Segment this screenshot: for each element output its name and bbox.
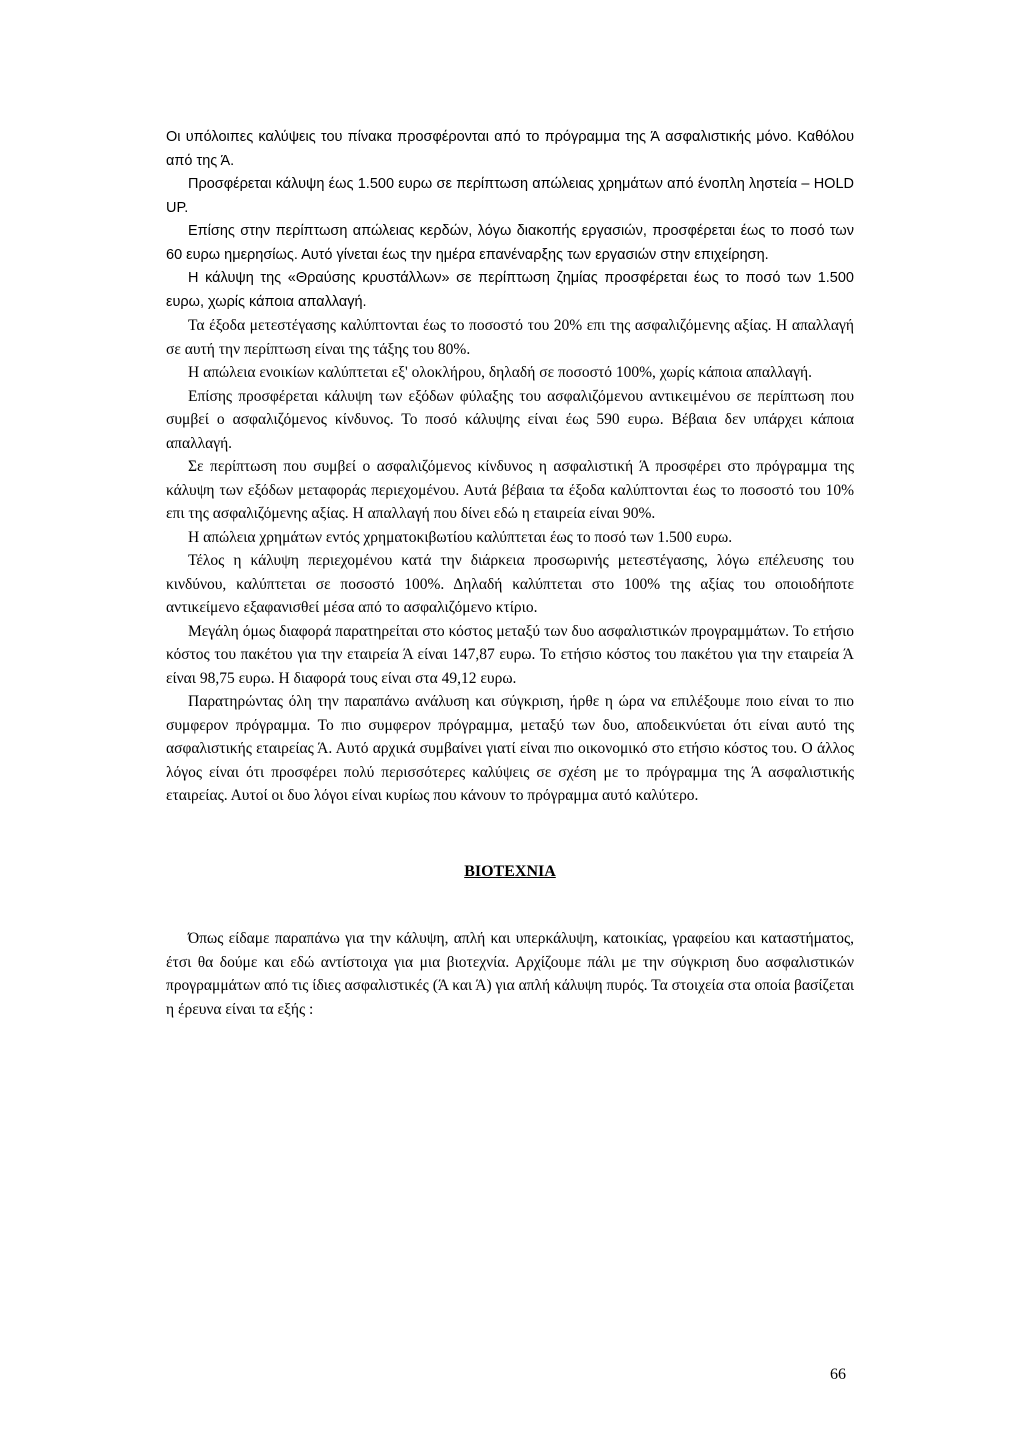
paragraph: Επίσης προσφέρεται κάλυψη των εξόδων φύλαξης του ασφαλιζόμενου αντικειμένου σε περίπτωση που συμβεί ο ασφαλιζόμενος κίνδυνος. Το ποσό κάλυψης είναι έως 590 ευρω. Βέβαια δεν υπάρχει κάποια απαλλαγή. — [166, 387, 854, 452]
paragraph: Παρατηρώντας όλη την παραπάνω ανάλυση και σύγκριση, ήρθε η ώρα να επιλέξουμε ποιο είναι το πιο συμφερον πρόγραμμα. Το πιο συμφερον πρόγραμμα, μεταξύ των δυο, αποδεικνύεται ότι είναι αυτό της ασφαλιστικής εταιρείας Ά. Αυτό αρχικά συμβαίνει γιατί είναι πιο οικονομικό στο ετήσιο κόστος του. Ο άλλος λόγος είναι ότι προσφέρει πολύ περισσότερες καλύψεις σε σχέση με το πρόγραμμα της Ά ασφαλιστικής εταιρείας. Αυτοί οι δυο λόγοι είναι κυρίως που κάνουν το πρόγραμμα αυτό καλύτερο. — [166, 693, 854, 804]
paragraph: Προσφέρεται κάλυψη έως 1.500 ευρω σε περίπτωση απώλειας χρημάτων από ένοπλη ληστεία – HOLD UP. — [166, 176, 854, 216]
paragraph: Τα έξοδα μετεστέγασης καλύπτονται έως το ποσοστό του 20% επι της ασφαλιζόμενης αξίας. Η απαλλαγή σε αυτή την περίπτωση είναι της τάξης του 80%. — [166, 317, 854, 358]
document-body — [166, 126, 854, 1021]
paragraph: Η κάλυψη της «Θραύσης κρυστάλλων» σε περίπτωση ζημίας προσφέρεται έως το ποσό των 1.500 ευρω, χωρίς κάποια απαλλαγή. — [166, 270, 854, 310]
paragraph: Τέλος η κάλυψη περιεχομένου κατά την διάρκεια προσωρινής μετεστέγασης, λόγω επέλευσης του κινδύνου, καλύπτεται σε ποσοστό 100%. Δηλαδή καλύπτεται στο 100% της αξίας του οποιοδήποτε αντικείμενο εξαφανισθεί μέσα από το ασφαλιζόμενο κτίριο. — [166, 552, 854, 616]
paragraph: Η απώλεια ενοικίων καλύπτεται εξ' ολοκλήρου, δηλαδή σε ποσοστό 100%, χωρίς κάποια απαλλαγή. — [188, 364, 812, 381]
section-heading: ΒΙΟΤΕΧΝΙΑ — [464, 862, 556, 880]
paragraph: Σε περίπτωση που συμβεί ο ασφαλιζόμενος κίνδυνος η ασφαλιστική Ά προσφέρει στο πρόγραμμα της κάλυψη των εξόδων μεταφοράς περιεχομένου. Αυτά βέβαια τα έξοδα καλύπτονται έως το ποσοστό του 10% επι της ασφαλιζόμενης αξίας. Η απαλλαγή που δίνει εδώ η εταιρεία είναι 90%. — [166, 458, 854, 522]
page-number: 66 — [830, 1366, 846, 1383]
paragraph: Επίσης στην περίπτωση απώλειας κερδών, λόγω διακοπής εργασιών, προσφέρεται έως το ποσό των 60 ευρω ημερησίως. Αυτό γίνεται έως την ημέρα επανέναρξης των εργασιών στην επιχείρηση. — [166, 223, 854, 263]
paragraph: Μεγάλη όμως διαφορά παρατηρείται στο κόστος μεταξύ των δυο ασφαλιστικών προγραμμάτων. Το ετήσιο κόστος του πακέτου για την εταιρεία Ά είναι 147,87 ευρω. Το ετήσιο κόστος του πακέτου για την εταιρεία Ά είναι 98,75 ευρω. Η διαφορά τους είναι στα 49,12 ευρω. — [166, 622, 854, 687]
paragraph: Η απώλεια χρημάτων εντός χρηματοκιβωτίου καλύπτεται έως το ποσό των 1.500 ευρω. — [188, 528, 733, 546]
paragraph: Όπως είδαμε παραπάνω για την κάλυψη, απλή και υπερκάλυψη, κατοικίας, γραφείου και καταστήματος, έτσι θα δούμε και εδώ αντίστοιχα για μια βιοτεχνία. Αρχίζουμε πάλι με την σύγκριση δυο ασφαλιστικών προγραμμάτων από τις ίδιες ασφαλιστικές (Ά και Ά) για απλή κάλυψη πυρός. Τα στοιχεία στα οποία βασίζεται η έρευνα είναι τα εξής : — [166, 930, 854, 1018]
paragraph: Οι υπόλοιπες καλύψεις του πίνακα προσφέρονται από το πρόγραμμα της Ά ασφαλιστικής μόνο. Καθόλου από της Ά. — [166, 129, 854, 169]
